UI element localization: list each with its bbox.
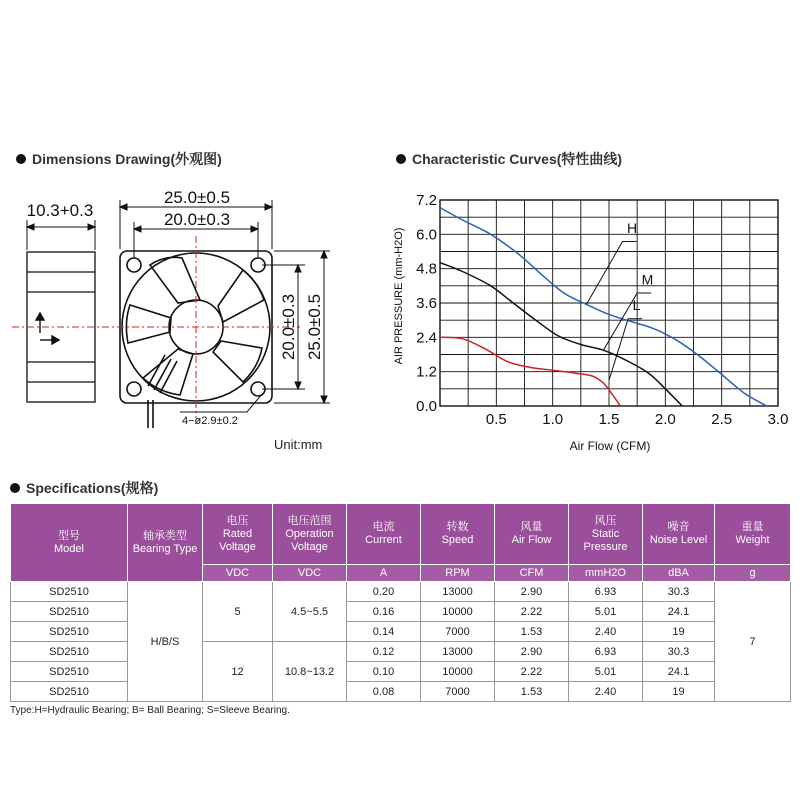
current-cell: 0.20 <box>347 582 421 602</box>
speed-cell: 7000 <box>421 622 495 642</box>
header-cn: 型号 <box>58 529 80 542</box>
model-cell: SD2510 <box>11 662 128 682</box>
airflow-cell: 2.22 <box>495 602 569 622</box>
speed-cell: 10000 <box>421 662 495 682</box>
rated-voltage-cell: 5 <box>203 582 273 642</box>
x-axis-label: Air Flow (CFM) <box>569 439 651 453</box>
specs-section-title <box>10 478 158 498</box>
unit-cell: A <box>347 565 421 582</box>
pressure-cell: 5.01 <box>569 602 643 622</box>
header-cell <box>203 504 273 565</box>
x-tick-label: 0.5 <box>485 411 507 428</box>
specifications-table <box>10 503 791 702</box>
x-tick-label: 1.0 <box>542 411 564 428</box>
unit-cell: CFM <box>495 565 569 582</box>
current-cell: 0.14 <box>347 622 421 642</box>
header-en: Current <box>365 534 402 546</box>
bullet-dot-icon <box>16 154 26 164</box>
bullet-dot-icon <box>396 154 406 164</box>
y-tick-label: 3.6 <box>416 295 437 312</box>
speed-cell: 7000 <box>421 682 495 702</box>
noise-cell: 24.1 <box>643 602 715 622</box>
chart-grid <box>440 200 778 406</box>
curves-section-title <box>396 149 622 169</box>
airflow-cell: 2.90 <box>495 642 569 662</box>
weight-cell: 7 <box>715 582 791 702</box>
unit-cell: VDC <box>273 565 347 582</box>
pressure-cell: 2.40 <box>569 622 643 642</box>
series-label-h: H <box>627 219 638 236</box>
airflow-arrow-icon <box>36 313 59 344</box>
model-cell: SD2510 <box>11 582 128 602</box>
y-tick-label: 6.0 <box>416 226 437 244</box>
series-leader-h <box>586 241 636 304</box>
dimensions-title-text: Dimensions Drawing(外观图) <box>32 151 222 167</box>
series-line-h <box>440 208 767 406</box>
y-tick-label: 4.8 <box>416 260 437 278</box>
table-body <box>11 582 791 702</box>
header-en: Speed <box>441 534 474 546</box>
header-en: Noise Level <box>649 534 708 546</box>
thickness-dimension <box>27 220 95 250</box>
header-cell <box>11 504 128 582</box>
speed-cell: 10000 <box>421 602 495 622</box>
noise-cell: 30.3 <box>643 582 715 602</box>
hole-note-label: 4−ø2.9±0.2 <box>182 415 238 427</box>
x-tick-label: 2.5 <box>711 411 733 428</box>
header-en: Model <box>54 542 84 555</box>
specs-title-text: Specifications(规格) <box>26 480 159 496</box>
table-row <box>11 582 791 602</box>
unit-cell: g <box>715 565 791 582</box>
noise-cell: 24.1 <box>643 662 715 682</box>
y-tick-label: 0.0 <box>416 398 437 415</box>
header-en: Weight <box>735 534 770 546</box>
lead-wires <box>148 400 153 428</box>
operation-voltage-cell: 10.8~13.2 <box>273 642 347 702</box>
current-cell: 0.12 <box>347 642 421 662</box>
outer-width-label: 25.0±0.5 <box>163 188 231 207</box>
header-cell <box>569 504 643 565</box>
header-cell <box>347 504 421 565</box>
header-cn: 轴承类型 <box>143 529 187 542</box>
header-cell <box>715 504 791 565</box>
series-label-m: M <box>641 271 654 288</box>
chart-series <box>440 208 767 406</box>
current-cell: 0.08 <box>347 682 421 702</box>
noise-cell: 30.3 <box>643 642 715 662</box>
bearing-type-footnote: Type:H=Hydraulic Bearing; B= Ball Bearing; S=Sleeve Bearing. <box>10 705 290 716</box>
noise-cell: 19 <box>643 682 715 702</box>
chart-ticks <box>416 192 788 428</box>
center-lines <box>12 236 300 418</box>
pressure-cell: 6.93 <box>569 582 643 602</box>
pressure-cell: 6.93 <box>569 642 643 662</box>
rated-voltage-cell: 12 <box>203 642 273 702</box>
airflow-cell: 2.22 <box>495 662 569 682</box>
curves-title-text: Characteristic Curves(特性曲线) <box>412 151 623 167</box>
thickness-label: 10.3+0.3 <box>26 201 94 220</box>
y-axis-label: AIR PRESSURE (mm-H2O) <box>393 227 405 365</box>
model-cell: SD2510 <box>11 602 128 622</box>
airflow-cell: 1.53 <box>495 682 569 702</box>
table-header-row <box>11 504 791 565</box>
unit-cell: dBA <box>643 565 715 582</box>
hole-spacing-v-label: 20.0±0.3 <box>279 293 298 361</box>
x-tick-label: 3.0 <box>767 411 789 428</box>
front-width-dimensions <box>120 200 272 258</box>
header-cell <box>495 504 569 565</box>
speed-cell: 13000 <box>421 642 495 662</box>
x-tick-label: 1.5 <box>598 411 620 428</box>
operation-voltage-cell: 4.5~5.5 <box>273 582 347 642</box>
model-cell: SD2510 <box>11 682 128 702</box>
header-cn: 风压 <box>594 514 617 527</box>
current-cell: 0.10 <box>347 662 421 682</box>
y-tick-label: 7.2 <box>416 192 437 209</box>
header-cell <box>421 504 495 565</box>
x-tick-label: 2.0 <box>654 411 676 428</box>
series-label-l: L <box>632 297 641 314</box>
chart-series-labels <box>586 220 653 380</box>
y-tick-label: 1.2 <box>416 363 437 381</box>
header-cell <box>128 504 203 582</box>
airflow-cell: 2.90 <box>495 582 569 602</box>
header-en: Bearing Type <box>132 542 198 555</box>
characteristic-curves-chart <box>380 180 800 460</box>
header-cn: 噪音 <box>667 521 690 533</box>
header-cn: 转数 <box>446 521 469 533</box>
bearing-cell: H/B/S <box>128 582 203 702</box>
model-cell: SD2510 <box>11 622 128 642</box>
unit-label: Unit:mm <box>274 437 323 452</box>
noise-cell: 19 <box>643 622 715 642</box>
current-cell: 0.16 <box>347 602 421 622</box>
model-cell: SD2510 <box>11 642 128 662</box>
bullet-dot-icon <box>10 483 20 493</box>
header-cell <box>643 504 715 565</box>
y-tick-label: 2.4 <box>416 329 437 347</box>
dimensions-drawing <box>0 170 380 440</box>
header-en: Air Flow <box>511 534 552 546</box>
header-cn: 电压 <box>226 514 249 527</box>
header-en: Rated Voltage <box>219 527 256 553</box>
pressure-cell: 5.01 <box>569 662 643 682</box>
header-cn: 电压范围 <box>287 514 332 527</box>
header-cn: 电流 <box>372 521 395 533</box>
pressure-cell: 2.40 <box>569 682 643 702</box>
header-cn: 风量 <box>520 521 543 533</box>
airflow-cell: 1.53 <box>495 622 569 642</box>
hole-spacing-h-label: 20.0±0.3 <box>163 210 231 229</box>
unit-cell: VDC <box>203 565 273 582</box>
speed-cell: 13000 <box>421 582 495 602</box>
unit-cell: mmH2O <box>569 565 643 582</box>
header-en: Operation Voltage <box>285 527 334 553</box>
dimensions-section-title <box>16 149 222 169</box>
header-cell <box>273 504 347 565</box>
outer-height-label: 25.0±0.5 <box>305 293 324 361</box>
header-en: Static Pressure <box>583 527 628 553</box>
unit-cell: RPM <box>421 565 495 582</box>
header-cn: 重量 <box>741 521 764 533</box>
